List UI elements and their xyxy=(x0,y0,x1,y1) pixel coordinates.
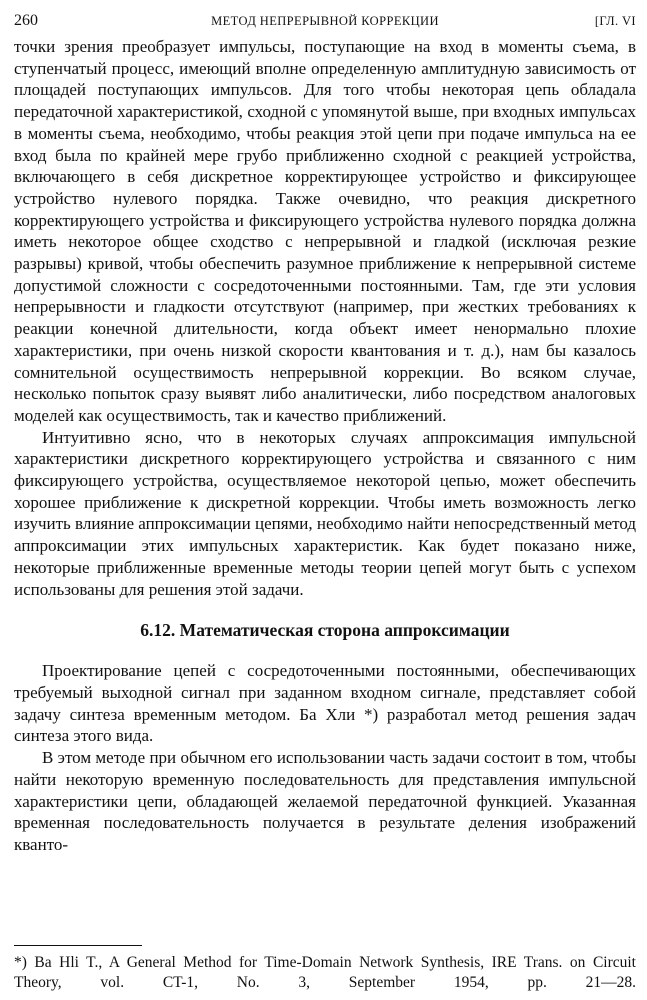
running-title: МЕТОД НЕПРЕРЫВНОЙ КОРРЕКЦИИ xyxy=(211,14,439,28)
book-page xyxy=(14,8,636,993)
section-heading: 6.12. Математическая сторона аппроксимации xyxy=(140,620,510,641)
paragraph-continued: точки зрения преобразует импульсы, поступающие на вход в моменты съема, в ступенчатый процесс, имеющий вполне определенную амплитудную зависимость от площадей поступающих импульсов. Для того чтобы некоторая цепь обладала передаточной характеристикой, сходной с упомянутой выше, при входных импульсах в моменты съема, необходимо, чтобы реакция этой цепи при подаче импульса на ее вход была по крайней мере грубо приближенно сходной с реакцией устройства, включающего в себя дискретное корректирующее устройство и фиксирующее устройство нулевого порядка. Также очевидно, что реакция дискретного корректирующего устройства и фиксирующего устройства нулевого порядка должна иметь некоторое общее сходство с непрерывной и гладкой (исключая резкие разрывы) кривой, чтобы обеспечить разумное приближение к непрерывной системе допустимой сложности с сосредоточенными постоянными. Там, где эти условия непрерывности и гладкости отсутствуют (например, при жестких требованиях к реакции конечной длительности, когда объект имеет ненормально плохие характеристики, при очень низкой скорости квантования и т. д.), нам бы казалось сомнительной осуществимость непрерывной коррекции. Во всяком случае, несколько попыток сразу выявят либо аналитически, либо посредством аналоговых моделей как осуществимость, так и качество приближений. xyxy=(14,37,636,425)
page-number: 260 xyxy=(14,12,38,29)
paragraph-section-intro: Проектирование цепей с сосредоточенными постоянными, обеспечивающих требуемый выходной сигнал при заданном входном сигнале, представляет собой задачу синтеза временным методом. Ба Хли *) разработал метод решения задач синтеза этого вида. xyxy=(14,661,636,746)
footnote-divider xyxy=(14,945,142,946)
paragraph-method: В этом методе при обычном его использовании часть задачи состоит в том, чтобы найти некоторую временную последовательность для представления импульсной характеристики цепи, обладающей желаемой передаточной функцией. Указанная временная последовательность получается в результате деления изображений кванто- xyxy=(14,748,636,854)
paragraph-intuitive: Интуитивно ясно, что в некоторых случаях аппроксимация импульсной характеристики дискретного корректирующего устройства и связанного с ним фиксирующего устройства, осуществляемое некоторой цепью, может обеспечить хорошее приближение к дискретной коррекции. Чтобы иметь возможность легко изучить влияние аппроксимации цепями, необходимо найти непосредственный метод аппроксимации этих импульсных характеристик. Как будет показано ниже, некоторые приближенные временные методы теории цепей могут быть с успехом использованы для решения этой задачи. xyxy=(14,427,636,599)
footnote: *) Ba Hli T., A General Method for Time-Domain Network Synthesis, IRE Trans. on Circuit Theory, vol. CT-1, No. 3, September 1954, pp. 21—28. xyxy=(14,954,636,991)
running-head xyxy=(14,8,636,34)
chapter-label: [ГЛ. VI xyxy=(594,14,636,28)
